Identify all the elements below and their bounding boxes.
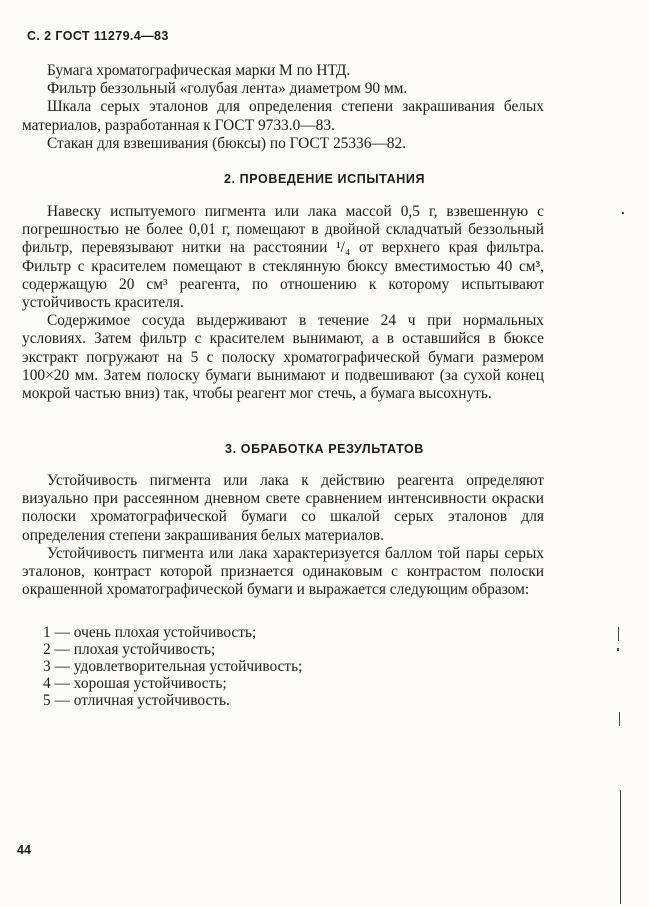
scale-item: 5 — отличная устойчивость. bbox=[43, 692, 230, 709]
scale-item: 3 — удовлетворительная устойчивость; bbox=[43, 658, 303, 675]
material-item: Шкала серых эталонов для определения степени закрашивания белых материалов, разработанная к ГОСТ 9733.0—83. bbox=[22, 98, 544, 134]
section-2-body bbox=[22, 203, 544, 403]
scale-item: 4 — хорошая устойчивость; bbox=[43, 675, 227, 692]
scan-mark bbox=[620, 790, 621, 904]
section-2-paragraph: Навеску испытуемого пигмента или лака массой 0,5 г, взвешенную с погрешностью не более 0,01 г, помещают в двойной складчатый беззольный фильтр, перевязывают нитки на расстоянии ¹/₄ от верхнего края фильтра. Фильтр с красителем помещают в стеклянную бюксу вместимостью 40 см³, содержащую 20 см³ реагента, по отношению к которому испытывают устойчивость красителя. bbox=[22, 203, 544, 312]
scale-item: 1 — очень плохая устойчивость; bbox=[43, 624, 257, 641]
materials-list bbox=[22, 62, 544, 153]
section-2-heading: 2. ПРОВЕДЕНИЕ ИСПЫТАНИЯ bbox=[223, 172, 426, 186]
section-2-paragraph: Содержимое сосуда выдерживают в течение 24 ч при нормальных условиях. Затем фильтр с красителем вынимают, а в оставшийся в бюксе экстракт погружают на 5 с полоску хроматографической бумаги размером 100×20 мм. Затем полоску бумаги вынимают и подвешивают (за сухой конец мокрой частью вниз) так, чтобы реагент мог стечь, а бумага высохнуть. bbox=[22, 312, 544, 403]
scan-mark bbox=[619, 712, 620, 726]
scan-mark bbox=[622, 212, 624, 214]
scan-mark bbox=[617, 648, 619, 651]
section-3-heading: 3. ОБРАБОТКА РЕЗУЛЬТАТОВ bbox=[225, 442, 424, 456]
page-number: 44 bbox=[17, 843, 31, 857]
scale-item: 2 — плохая устойчивость; bbox=[43, 641, 216, 658]
scan-mark bbox=[618, 627, 619, 641]
material-item: Стакан для взвешивания (бюксы) по ГОСТ 25336—82. bbox=[47, 134, 407, 152]
section-3-paragraph: Устойчивость пигмента или лака характеризуется баллом той пары серых эталонов, контраст которой признается одинаковым с контрастом полоски окрашенной хроматографической бумаги и выражается следующим образом: bbox=[22, 544, 544, 599]
section-3-body bbox=[22, 472, 544, 599]
resistance-scale-list bbox=[43, 624, 523, 709]
section-3-paragraph: Устойчивость пигмента или лака к действию реагента определяют визуально при рассеянном дневном свете сравнением интенсивности окраски полоски хроматографической бумаги со шкалой серых эталонов для определения степени закрашивания белых материалов. bbox=[22, 472, 544, 544]
page-header: С. 2 ГОСТ 11279.4—83 bbox=[27, 29, 169, 43]
material-item: Фильтр беззольный «голубая лента» диаметром 90 мм. bbox=[47, 80, 408, 98]
material-item: Бумага хроматографическая марки М по НТД. bbox=[47, 62, 351, 79]
